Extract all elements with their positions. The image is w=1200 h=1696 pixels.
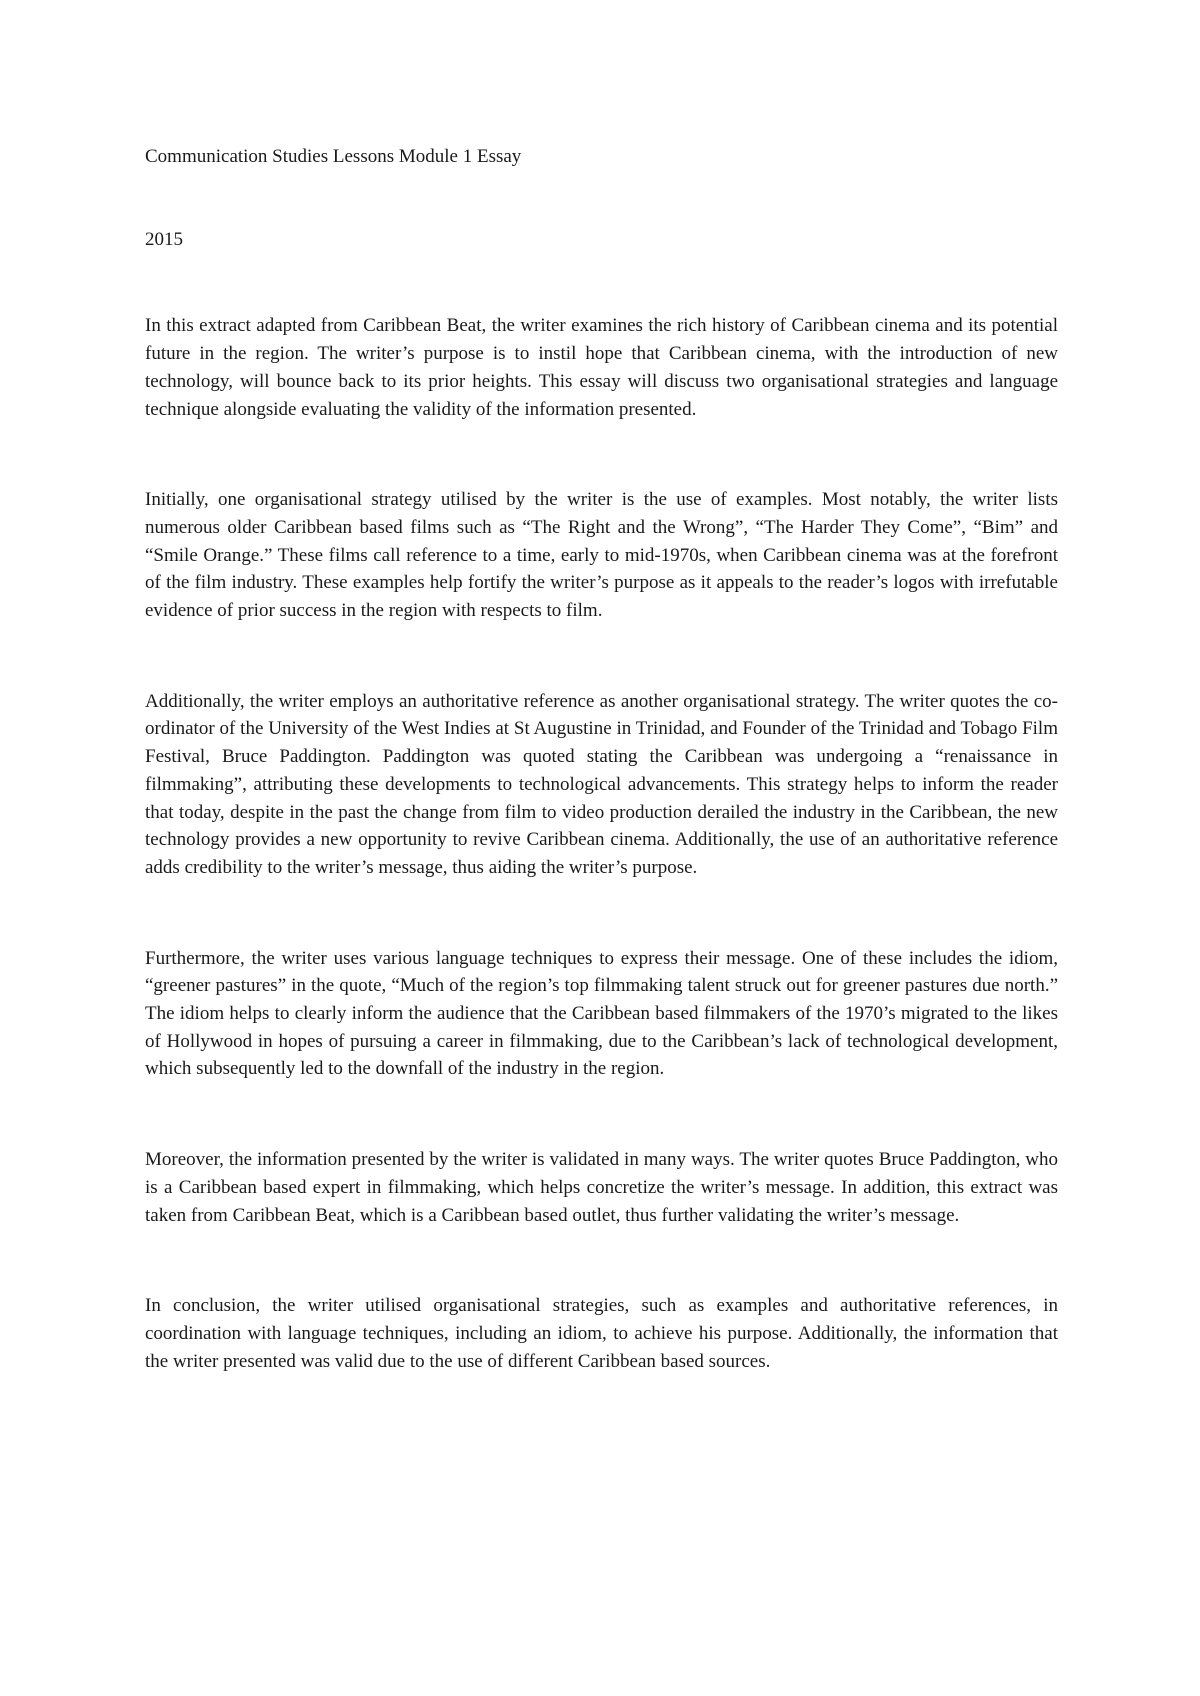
document-body <box>145 143 1058 1375</box>
document-title: Communication Studies Lessons Module 1 Essay <box>145 146 522 167</box>
paragraph-validity: Moreover, the information presented by the writer is validated in many ways. The writer quotes Bruce Paddington, who is a Caribbean based expert in filmmaking, which helps concretize the writer’s message. In addition, this extract was taken from Caribbean Beat, which is a Caribbean based outlet, thus further validating the writer’s message. <box>145 1149 1058 1226</box>
paragraph-conclusion: In conclusion, the writer utilised organisational strategies, such as examples and authoritative references, in coordination with language techniques, including an idiom, to achieve his purpose. Additionally, the information that the writer presented was valid due to the use of different Caribbean based sources. <box>145 1295 1058 1372</box>
document-year: 2015 <box>145 228 183 250</box>
paragraph-language-techniques: Furthermore, the writer uses various language techniques to express their message. One of these includes the idiom, “greener pastures” in the quote, “Much of the region’s top filmmaking talent struck out for greener pastures due north.” The idiom helps to clearly inform the audience that the Caribbean based filmmakers of the 1970’s migrated to the likes of Hollywood in hopes of pursuing a career in filmmaking, due to the Caribbean’s lack of technological development, which subsequently led to the downfall of the industry in the region. <box>145 947 1058 1080</box>
paragraph-authoritative-reference: Additionally, the writer employs an authoritative reference as another organisational strategy. The writer quotes the co-ordinator of the University of the West Indies at St Augustine in Trinidad, and Founder of the Trinidad and Tobago Film Festival, Bruce Paddington. Paddington was quoted stating the Caribbean was undergoing a “renaissance in filmmaking”, attributing these developments to technological advancements. This strategy helps to inform the reader that today, despite in the past the change from film to video production derailed the industry in the Caribbean, the new technology provides a new opportunity to revive Caribbean cinema. Additionally, the use of an authoritative reference adds credibility to the writer’s message, thus aiding the writer’s purpose. <box>145 690 1058 878</box>
paragraph-examples-strategy: Initially, one organisational strategy utilised by the writer is the use of examples. Most notably, the writer lists numerous older Caribbean based films such as “The Right and the Wrong”, “The Harder They Come”, “Bim” and “Smile Orange.” These films call reference to a time, early to mid-1970s, when Caribbean cinema was at the forefront of the film industry. These examples help fortify the writer’s purpose as it appeals to the reader’s logos with irrefutable evidence of prior success in the region with respects to film. <box>145 489 1058 622</box>
paragraph-introduction: In this extract adapted from Caribbean Beat, the writer examines the rich history of Caribbean cinema and its potential future in the region. The writer’s purpose is to instil hope that Caribbean cinema, with the introduction of new technology, will bounce back to its prior heights. This essay will discuss two organisational strategies and language technique alongside evaluating the validity of the information presented. <box>145 315 1058 420</box>
